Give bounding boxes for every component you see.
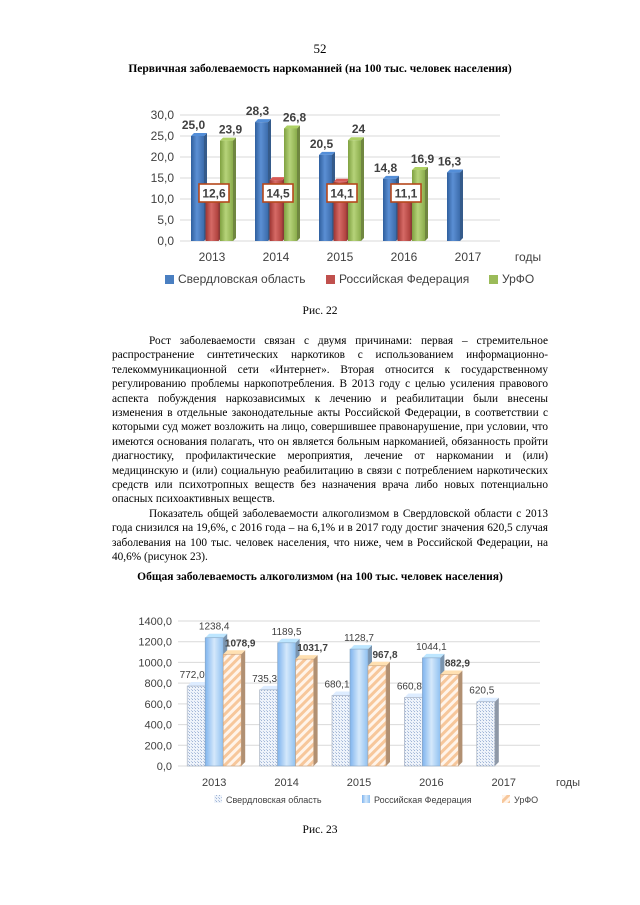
legend-swatch xyxy=(214,795,222,803)
y-tick-label: 10,0 xyxy=(150,192,174,206)
data-label: 12,6 xyxy=(202,186,226,201)
data-label: 967,8 xyxy=(372,649,398,661)
data-label: 14,1 xyxy=(330,186,354,201)
bar-2015-series-1 xyxy=(350,649,368,766)
y-tick-label: 600,0 xyxy=(144,698,172,711)
data-label: 660,8 xyxy=(396,681,422,693)
legend-label: Российская Федерация xyxy=(374,795,472,805)
legend-label: Свердловская область xyxy=(226,795,322,805)
bar-side xyxy=(233,138,236,241)
y-tick-label: 15,0 xyxy=(150,171,174,185)
y-tick-label: 800,0 xyxy=(144,678,172,691)
legend-swatch xyxy=(326,275,335,284)
data-label: 882,9 xyxy=(444,658,470,670)
bar-2013-series-2 xyxy=(223,654,241,766)
y-tick-label: 1200,0 xyxy=(138,636,172,649)
y-tick-label: 1400,0 xyxy=(138,616,172,628)
y-tick-label: 5,0 xyxy=(157,213,174,227)
bar-side xyxy=(297,125,300,241)
x-tick-label: 2017 xyxy=(491,777,517,789)
bar-2014-series-1 xyxy=(278,643,296,766)
paragraph: Рост заболеваемости связан с двумя причинами: первая – стремительное распространение синтетических наркотиков с использованием информационно-телекоммуникационной сети «Интернет». Вторая относится к государственному регулированию проблемы наркопотребления. В 2013 году с целью усиления правового аспекта побуждения наркозависимых к лечению и реабилитации были внесены изменения в отдельные законодательные акты Российской Федерации, в соответствии с которыми суд может возложить на лицо, совершившее правонарушение, при условии, что имеются основания полагать, что он является больным наркоманией, обязанность пройти диагностику, профилактические мероприятия, лечение от наркомании и (или) медицинскую и (или) социальную реабилитацию в связи с потреблением наркотических средств или психотропных веществ без назначения врача либо новых потенциально опасных психоактивных веществ. xyxy=(112,335,548,506)
data-label: 1238,4 xyxy=(198,621,230,633)
data-label: 1189,5 xyxy=(271,626,302,638)
x-tick-label: 2013 xyxy=(201,777,227,789)
data-label: 28,3 xyxy=(245,104,270,119)
bar-side xyxy=(460,170,463,241)
legend-label: УрФО xyxy=(502,272,535,286)
y-tick-label: 20,0 xyxy=(150,150,174,164)
data-label: 16,9 xyxy=(410,152,435,167)
x-tick-label: 2013 xyxy=(198,250,226,264)
legend-label: Свердловская область xyxy=(178,272,306,286)
bar-2015-series-2 xyxy=(368,666,386,766)
bar-side xyxy=(361,137,364,241)
y-tick-label: 25,0 xyxy=(150,129,174,143)
bar-side xyxy=(495,698,499,766)
x-tick-label: 2015 xyxy=(326,250,354,264)
bar-side xyxy=(314,655,318,766)
data-label: 25,0 xyxy=(181,118,206,132)
data-label: 14,8 xyxy=(373,160,398,175)
x-axis-label: годы xyxy=(514,250,542,264)
data-label: 1078,9 xyxy=(224,638,256,650)
x-axis-label: годы xyxy=(556,777,580,789)
bar-2016-series-2 xyxy=(412,170,425,241)
data-label: 26,8 xyxy=(282,110,307,125)
legend-swatch xyxy=(165,275,174,284)
bar-2014-series-0 xyxy=(255,122,268,241)
bar-2015-series-0 xyxy=(332,696,350,766)
bar-2017-series-0 xyxy=(447,173,460,241)
data-label: 772,0 xyxy=(179,670,205,682)
data-label: 11,1 xyxy=(394,186,418,201)
y-tick-label: 0,0 xyxy=(156,761,172,773)
chart-title-alcoholism: Общая заболеваемость алкоголизмом (на 100 тыс. человек населения) xyxy=(137,571,503,583)
figure-caption-22: Рис. 22 xyxy=(302,305,338,317)
page-number: 52 xyxy=(313,41,327,56)
legend-swatch xyxy=(502,795,510,803)
data-label: 1044,1 xyxy=(416,641,447,653)
legend-label: УрФО xyxy=(514,795,539,805)
paragraph: Показатель общей заболеваемости алкоголизмом в Свердловской области с 2013 года снизился на 19,6%, с 2016 года – на 6,1% и в 2017 году достиг значения 620,5 случая заболевания на 100 тыс. человек населения, что ниже, чем в Российской Федерации, на 40,6% (рисунок 23). xyxy=(112,507,548,564)
data-label: 20,5 xyxy=(309,136,334,151)
chart-title-drug-addiction: Первичная заболеваемость наркоманией (на 100 тыс. человек населения) xyxy=(128,63,512,75)
data-label: 23,9 xyxy=(218,122,243,137)
legend-swatch xyxy=(362,795,370,803)
data-label: 14,5 xyxy=(266,186,290,201)
x-tick-label: 2016 xyxy=(419,777,444,789)
legend-label: Российская Федерация xyxy=(339,272,470,286)
y-tick-label: 30,0 xyxy=(150,108,174,122)
chart-drug-addiction xyxy=(0,95,640,295)
bar-2016-series-1 xyxy=(422,658,440,766)
y-tick-label: 1000,0 xyxy=(138,657,172,670)
bar-2016-series-2 xyxy=(440,675,458,766)
chart-alcoholism xyxy=(0,606,640,818)
x-tick-label: 2015 xyxy=(346,777,372,789)
bar-side xyxy=(458,671,462,766)
legend-swatch xyxy=(489,275,498,284)
bar-2017-series-0 xyxy=(477,702,495,766)
x-tick-label: 2014 xyxy=(274,777,299,789)
data-label: 1128,7 xyxy=(344,633,374,645)
bar-side xyxy=(386,662,390,766)
y-tick-label: 400,0 xyxy=(144,719,172,732)
y-tick-label: 0,0 xyxy=(157,234,174,248)
data-label: 1031,7 xyxy=(297,643,328,655)
bar-2013-series-0 xyxy=(187,686,205,766)
x-tick-label: 2017 xyxy=(454,250,482,264)
y-tick-label: 200,0 xyxy=(144,740,172,753)
bar-2014-series-0 xyxy=(260,690,278,766)
x-tick-label: 2014 xyxy=(262,250,290,264)
x-tick-label: 2016 xyxy=(390,250,418,264)
bar-side xyxy=(425,167,428,241)
bar-2016-series-0 xyxy=(404,698,422,766)
figure-caption-23: Рис. 23 xyxy=(302,824,338,836)
body-text xyxy=(112,334,548,565)
bar-side xyxy=(241,650,245,766)
data-label: 16,3 xyxy=(437,154,462,169)
data-label: 620,5 xyxy=(469,685,495,697)
data-label: 24 xyxy=(351,122,366,137)
data-label: 735,3 xyxy=(252,673,278,685)
bar-2013-series-1 xyxy=(205,638,223,766)
bar-2014-series-2 xyxy=(296,659,314,766)
data-label: 680,1 xyxy=(324,679,350,691)
